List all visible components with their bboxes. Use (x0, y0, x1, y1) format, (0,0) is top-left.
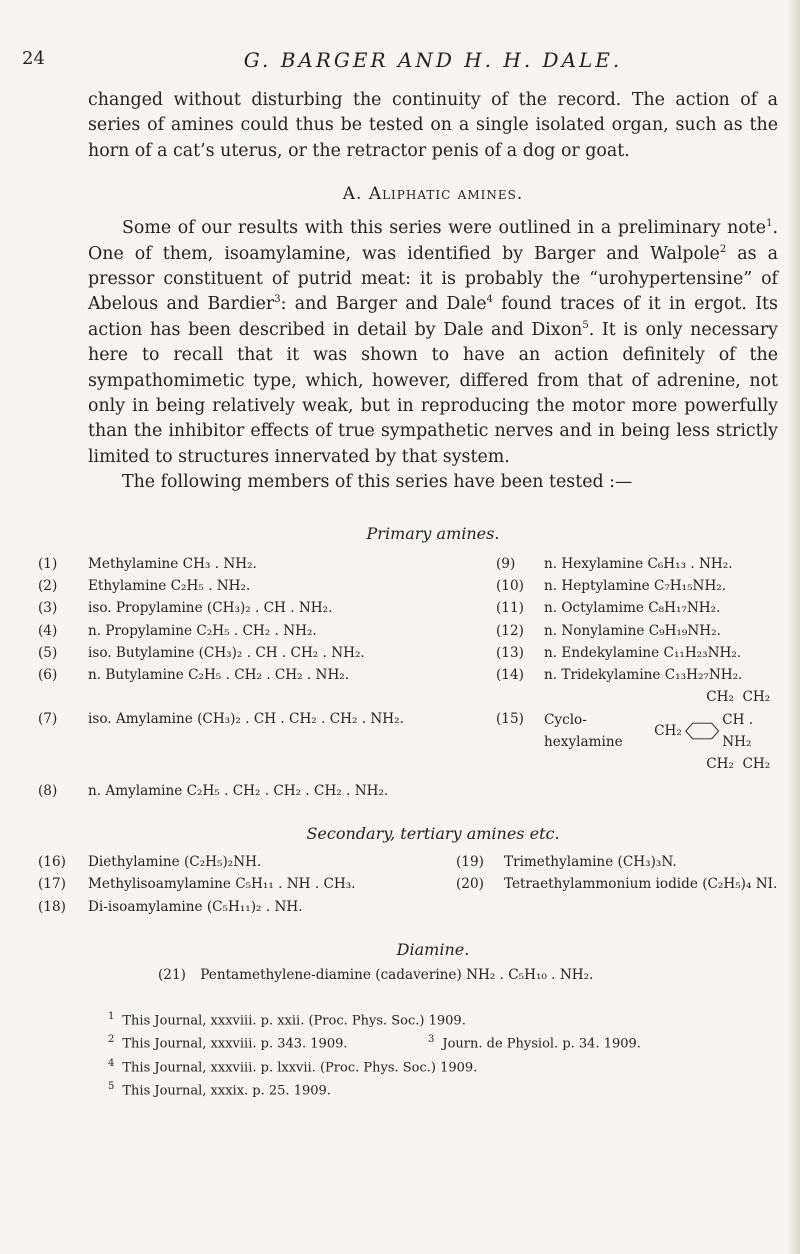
footnote-text: This Journal, xxxviii. p. lxxvii. (Proc. Phys. Soc.) 1909. (122, 1059, 478, 1075)
primary-right-column (496, 553, 778, 687)
entry-text: Diethylamine (C₂H₅)₂NH. (88, 853, 262, 870)
entry-number: (14) (496, 667, 524, 684)
page-header (22, 48, 778, 88)
amine-entry (38, 597, 496, 619)
footnote-text: This Journal, xxxix. p. 25. 1909. (122, 1083, 331, 1099)
amine-entry (38, 664, 496, 686)
entry-text: n. Heptylamine C₇H₁₅NH₂. (544, 577, 727, 594)
entry-text: Pentamethylene-diamine (cadaverine) NH₂ . C₅H₁₀ . NH₂. (200, 966, 594, 983)
footnote-ref: 1 (766, 218, 773, 230)
footnote-number: 2 (108, 1034, 115, 1046)
entry-number: (15) (496, 711, 524, 728)
footnote-text: Journ. de Physiol. p. 34. 1909. (442, 1036, 641, 1052)
journal-page (22, 0, 779, 1100)
primary-left-column (38, 553, 496, 687)
cyclohexylamine-entry (496, 686, 778, 775)
footnote-ref: 3 (274, 294, 281, 306)
page-number: 24 (22, 48, 45, 69)
entry-number: (12) (496, 622, 524, 639)
entry-number: (6) (38, 667, 58, 684)
amine-entry (38, 620, 496, 642)
entry-text: n. Propylamine C₂H₅ . CH₂ . NH₂. (88, 622, 317, 639)
entry-text: n. Octylamime C₈H₁₇NH₂. (544, 600, 721, 617)
amine-entry (496, 620, 778, 642)
entry-number: (11) (496, 600, 524, 617)
diamine-entry (88, 967, 778, 983)
primary-left-column (38, 780, 496, 802)
entry-number: (21) (158, 966, 186, 983)
primary-row-cyclo (38, 686, 778, 775)
section-letter: A. (342, 184, 363, 205)
ring-top-groups: CH₂ CH₂ (706, 689, 771, 706)
footnote-row (108, 1030, 778, 1053)
footnote (108, 1077, 778, 1100)
amine-entry (38, 851, 456, 873)
entry-number: (7) (38, 711, 58, 728)
entry-number: (9) (496, 555, 516, 572)
footnote-number: 4 (108, 1057, 115, 1069)
entry-text: iso. Amylamine (CH₃)₂ . CH . CH₂ . CH₂ . NH₂. (88, 711, 404, 728)
amine-entry (38, 873, 456, 895)
text-run: : and Barger and Dale (280, 294, 487, 315)
amine-entry (496, 575, 778, 597)
primary-left-column (38, 686, 496, 730)
entry-text: n. Amylamine C₂H₅ . CH₂ . CH₂ . CH₂ . NH₂. (88, 782, 389, 799)
entry-text: Ethylamine C₂H₅ . NH₂. (88, 577, 251, 594)
secondary-left-column (38, 851, 456, 918)
cyclohexylamine-name: Cyclo-hexylamine (544, 711, 623, 751)
footnote (108, 1007, 778, 1030)
entry-text: Trimethylamine (CH₃)₃N. (504, 853, 677, 870)
footnote (108, 1054, 778, 1077)
entry-number: (18) (38, 898, 66, 915)
entry-number: (10) (496, 577, 524, 594)
section-title: Aliphatic amines. (368, 184, 524, 205)
entry-text: Methylisoamylamine C₅H₁₁ . NH . CH₃. (88, 876, 356, 893)
ring-left-group: CH₂ (654, 722, 682, 739)
footnote (428, 1030, 641, 1053)
amine-entry (496, 597, 778, 619)
footnote-text: This Journal, xxxviii. p. 343. 1909. (122, 1036, 348, 1052)
amine-entry (38, 575, 496, 597)
footnote-number: 5 (108, 1080, 115, 1092)
entry-number: (17) (38, 876, 66, 893)
entry-text: iso. Propylamine (CH₃)₂ . CH . NH₂. (88, 600, 333, 617)
amine-entry (38, 642, 496, 664)
footnote-number: 3 (428, 1034, 435, 1046)
entry-text: Di-isoamylamine (C₅H₁₁)₂ . NH. (88, 898, 303, 915)
footnote-number: 1 (108, 1010, 115, 1022)
entry-number: (2) (38, 577, 58, 594)
entry-number: (5) (38, 644, 58, 661)
entry-text: n. Hexylamine C₆H₁₃ . NH₂. (544, 555, 733, 572)
text-run: Some of our results with this series were outlined in a preliminary note (122, 218, 767, 239)
amine-entry (38, 553, 496, 575)
ring-right-group: CH . NH₂ (722, 711, 754, 751)
footnote-ref: 4 (486, 294, 493, 306)
secondary-amines-table (38, 851, 778, 918)
entry-number: (20) (456, 876, 484, 893)
entry-text: n. Butylamine C₂H₅ . CH₂ . CH₂ . NH₂. (88, 667, 350, 684)
amine-entry (496, 642, 778, 664)
text-run: . It is only necessary here to recall that it was shown to have an action definitely of the sympathomimetic type, which, however, differed from that of adrenine, not only in being relatively weak, but in reproducing the motor more powerfully than the inhibitor effects of true sympathetic nerves and in being less strictly limited to structures innervated by that system. (88, 319, 778, 467)
primary-amines-title: Primary amines. (366, 523, 500, 543)
footnote (108, 1030, 428, 1053)
footnote-ref: 2 (719, 243, 727, 255)
section-heading (88, 184, 778, 204)
entry-number: (16) (38, 853, 66, 870)
running-head: G. BARGER AND H. H. DALE. (243, 48, 623, 72)
entry-number: (4) (38, 622, 58, 639)
entry-number: (19) (456, 853, 484, 870)
ring-bottom-groups: CH₂ CH₂ (706, 756, 771, 773)
footnote-ref: 5 (582, 320, 589, 332)
entry-number: (1) (38, 555, 58, 572)
results-paragraph (88, 216, 778, 470)
text-run: found traces of it in ergot. Its action has been described in detail by Dale and Dixon (88, 294, 778, 340)
text-run: . One of them, isoamylamine, was identified by Barger and Walpole (88, 218, 778, 264)
footnotes (88, 1007, 778, 1100)
entry-text: n. Endekylamine C₁₁H₂₃NH₂. (544, 644, 742, 661)
secondary-amines-title: Secondary, tertiary amines etc. (306, 823, 560, 843)
amine-entry (38, 780, 496, 802)
entry-text: Methylamine CH₃ . NH₂. (88, 555, 257, 572)
footnote-text: This Journal, xxxviii. p. xxii. (Proc. Phys. Soc.) 1909. (122, 1013, 466, 1029)
entry-number: (8) (38, 782, 58, 799)
secondary-right-column (456, 851, 778, 896)
amine-entry (456, 873, 778, 895)
cyclohexylamine-structure (544, 686, 778, 775)
hexagon-ring-icon (684, 720, 720, 742)
amine-entry (496, 664, 778, 686)
intro-paragraph: changed without disturbing the continuity of the record. The action of a series of amines could thus be tested on a single isolated organ, such as the horn of a cat’s uterus, or the retractor penis of a dog or goat. (88, 90, 778, 161)
amine-entry (456, 851, 778, 873)
amine-entry (38, 896, 456, 918)
entry-text: iso. Butylamine (CH₃)₂ . CH . CH₂ . NH₂. (88, 644, 365, 661)
entry-text: n. Tridekylamine C₁₃H₂₇NH₂. (544, 667, 743, 684)
entry-number: (13) (496, 644, 524, 661)
entry-text: Tetraethylammonium iodide (C₂H₅)₄ NI. (504, 876, 778, 893)
diamine-title: Diamine. (396, 939, 470, 959)
page-edge-shadow (788, 0, 800, 1254)
amine-entry (496, 553, 778, 575)
primary-amines-table (38, 553, 778, 802)
entry-number: (3) (38, 600, 58, 617)
entry-text: n. Nonylamine C₉H₁₉NH₂. (544, 622, 721, 639)
text-run: as a pressor constituent of putrid meat: it is probably the “urohypertensine” of Abelous and Bardier (88, 243, 779, 315)
members-intro: The following members of this series have been tested :— (122, 472, 633, 493)
amine-entry (38, 708, 496, 730)
